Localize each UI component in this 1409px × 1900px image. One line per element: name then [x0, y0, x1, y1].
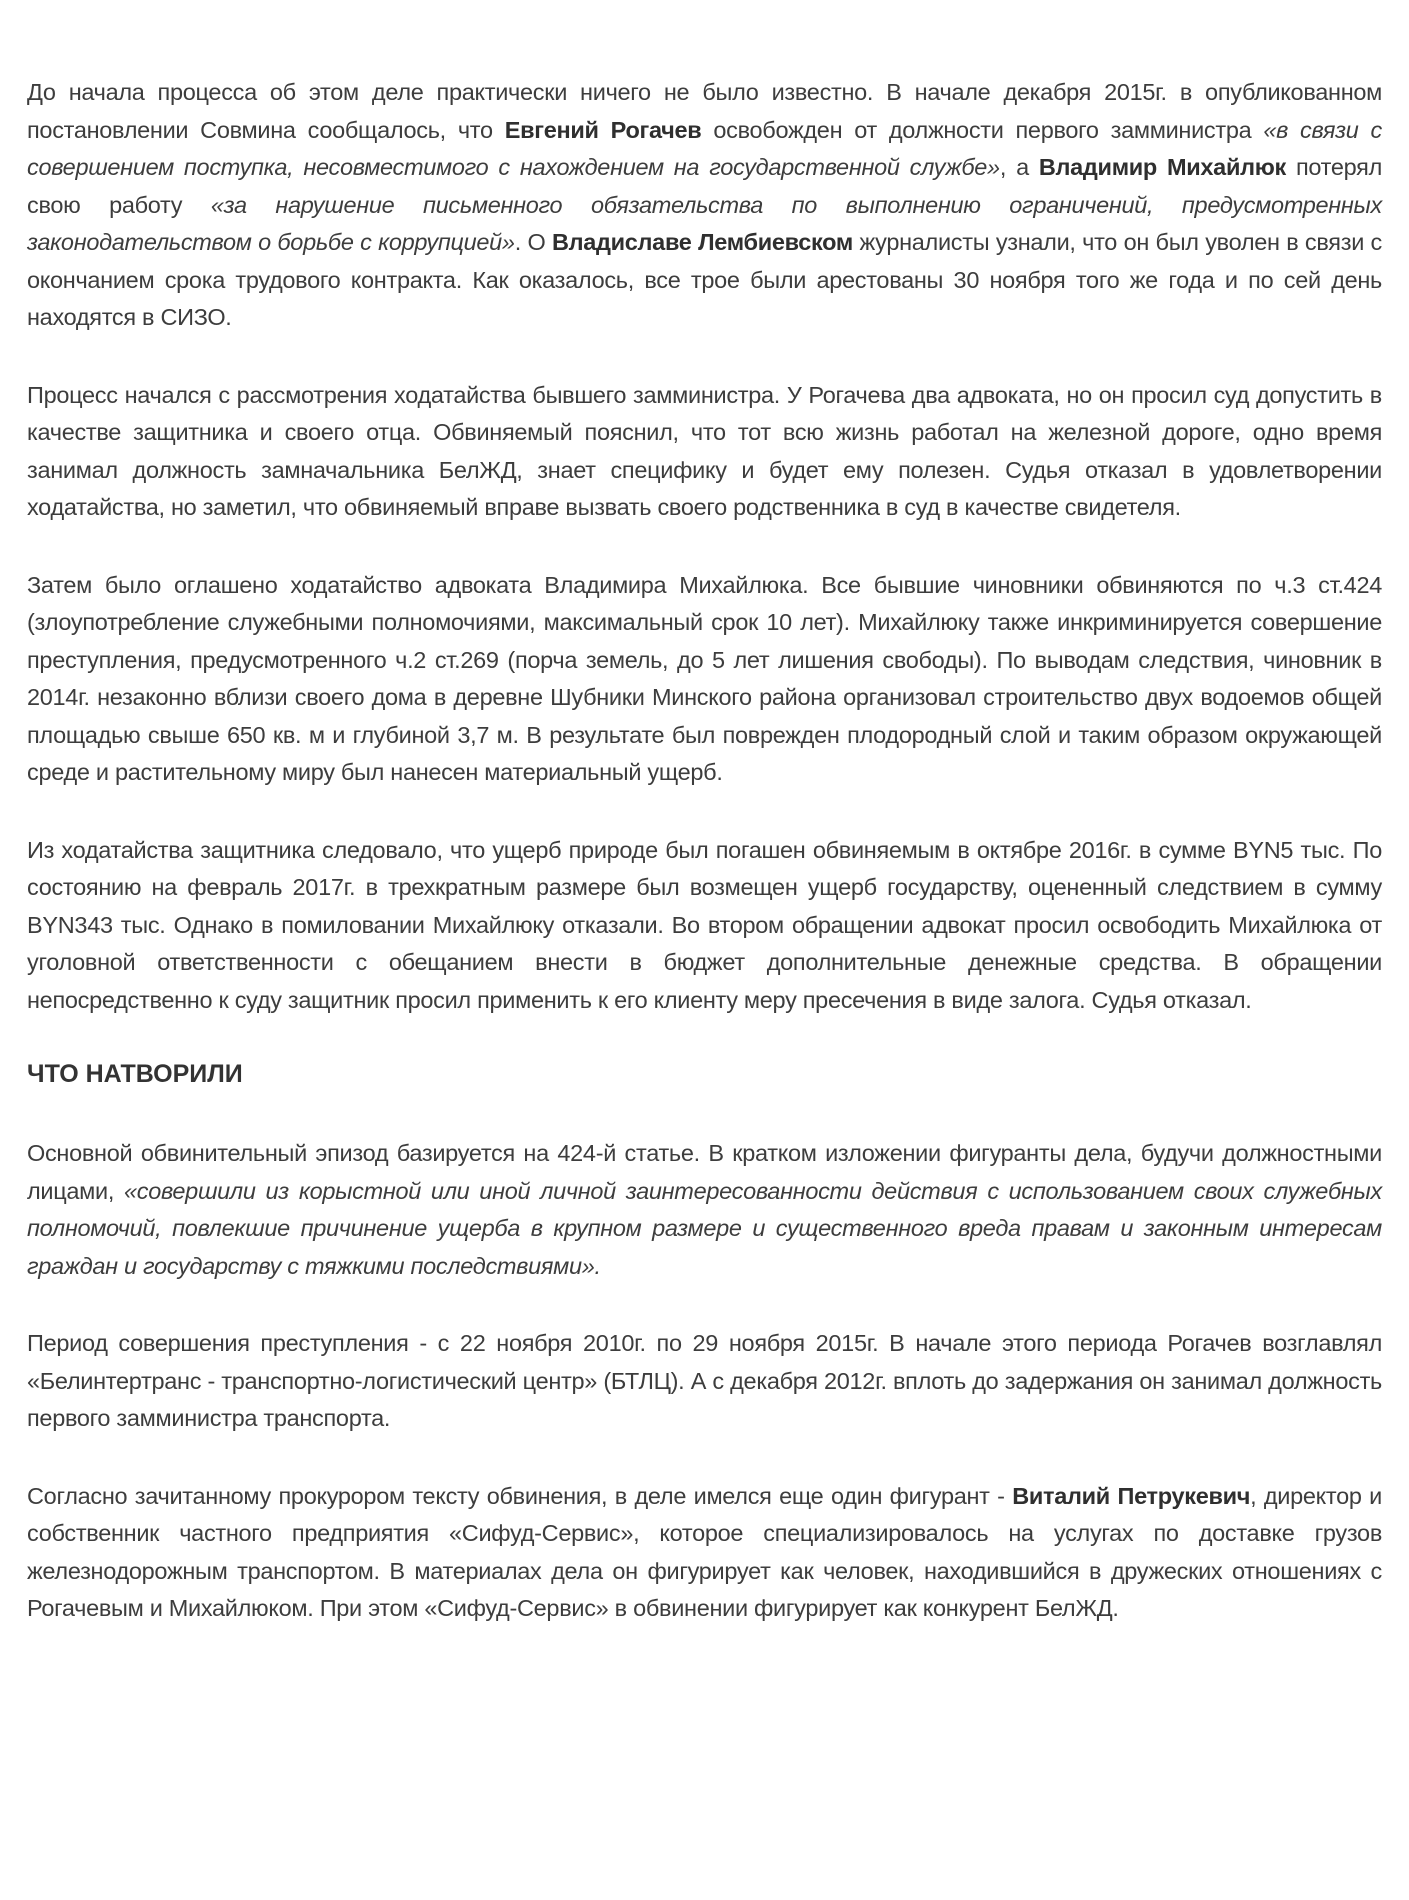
text-run-bold: Виталий Петрукевич [1012, 1482, 1251, 1509]
text-run-normal: Период совершения преступления - с 22 ноября 2010г. по 29 ноября 2015г. В начале этого периода Рогачев возглавлял «Белинтертранс - транспортно-логистический центр» (БТЛЦ). А с декабря 2012г. вплоть до задержания он занимал должность первого замминистра транспорта. [27, 1330, 1382, 1431]
text-run-normal: , а [999, 154, 1039, 180]
text-run-normal: Процесс начался с рассмотрения ходатайства бывшего замминистра. У Рогачева два адвоката, но он просил суд допустить в качестве защитника и своего отца. Обвиняемый пояснил, что тот всю жизнь работал на железной дороге, одно время занимал должность замначальника БелЖД, знает специфику и будет ему полезен. Судья отказал в удовлетворении ходатайства, но заметил, что обвиняемый вправе вызвать своего родственника в суд в качестве свидетеля. [27, 381, 1382, 520]
text-run-normal: Основной обвинительный эпизод базируется на 424-й статье. В кратком изложении фигуранты дела, будучи должностными лицами, [27, 1140, 1382, 1204]
text-run-normal: Согласно зачитанному прокурором тексту обвинения, в деле имелся еще один фигурант - [27, 1482, 1013, 1509]
text-run-italic: «в связи с совершением поступка, несовместимого с нахождением на государственной службе» [27, 116, 1382, 180]
text-run-bold: Владимир Михайлюк [1038, 154, 1286, 180]
text-run-normal: журналисты узнали, что он был уволен в связи с окончанием срока трудового контракта. Как оказалось, все трое были арестованы 30 ноября того же года и по сей день находятся в СИЗО. [27, 229, 1382, 330]
text-run-normal: Затем было оглашено ходатайство адвоката Владимира Михайлюка. Все бывшие чиновники обвиняются по ч.3 ст.424 (злоупотребление служебными полномочиями, максимальный срок 10 лет). Михайлюку также инкриминируется совершение преступления, предусмотренного ч.2 ст.269 (порча земель, до 5 лет лишения свободы). По выводам следствия, чиновник в 2014г. незаконно вблизи своего дома в деревне Шубники Минского района организовал строительство двух водоемов общей площадью свыше 650 кв. м и глубиной 3,7 м. В результате был поврежден плодородный слой и таким образом окружающей среде и растительному миру был нанесен материальный ущерб. [27, 571, 1382, 785]
paragraph-charges [27, 567, 1382, 792]
text-run-normal: Из ходатайства защитника следовало, что ущерб природе был погашен обвиняемым в октябре 2016г. в сумме BYN5 тыс. По состоянию на февраль 2017г. в трехкратным размере был возмещен ущерб государству, оцененный следствием в сумму BYN343 тыс. Однако в помиловании Михайлюку отказали. Во втором обращении адвокат просил освободить Михайлюка от уголовной ответственности с обещанием внести в бюджет дополнительные денежные средства. В обращении непосредственно к суду защитник просил применить к его клиенту меру пресечения в виде залога. Судья отказал. [27, 836, 1382, 1013]
section-heading-what-they-did: ЧТО НАТВОРИЛИ [27, 1060, 243, 1088]
text-run-bold: Владиславе Лембиевском [551, 229, 853, 255]
text-run-italic: «за нарушение письменного обязательства по выполнению ограничений, предусмотренных законодательством о борьбе с коррупцией» [27, 191, 1382, 255]
text-run-normal: освобожден от должности первого замминистра [701, 116, 1264, 143]
paragraph-case-background [27, 74, 1382, 337]
text-run-normal: , директор и собственник частного предприятия «Сифуд-Сервис», которое специализировалось на услугах по доставке грузов железнодорожным транспортом. В материалах дела он фигурирует как человек, находившийся в дружеских отношениях с Рогачевым и Михайлюком. При этом «Сифуд-Сервис» в обвинении фигурирует как конкурент БелЖД. [27, 1482, 1382, 1621]
paragraph-first-motion [27, 377, 1382, 527]
paragraph-fourth-figurant [27, 1478, 1382, 1628]
paragraph-main-episode [27, 1135, 1382, 1285]
text-run-italic: «совершили из корыстной или иной личной заинтересованности действия с использованием своих служебных полномочий, повлекшие причинение ущерба в крупном размере и существенного вреда правам и законным интересам граждан и государству с тяжкими последствиями». [27, 1177, 1382, 1279]
text-run-normal: . О [514, 229, 552, 255]
text-run-normal: потерял свою работу [27, 154, 1382, 218]
text-run-normal: До начала процесса об этом деле практически ничего не было известно. В начале декабря 2015г. в опубликованном постановлении Совмина сообщалось, что [27, 79, 1382, 143]
paragraph-crime-period [27, 1325, 1382, 1438]
paragraph-damages-motion [27, 832, 1382, 1020]
text-run-bold: Евгений Рогачев [504, 116, 702, 143]
